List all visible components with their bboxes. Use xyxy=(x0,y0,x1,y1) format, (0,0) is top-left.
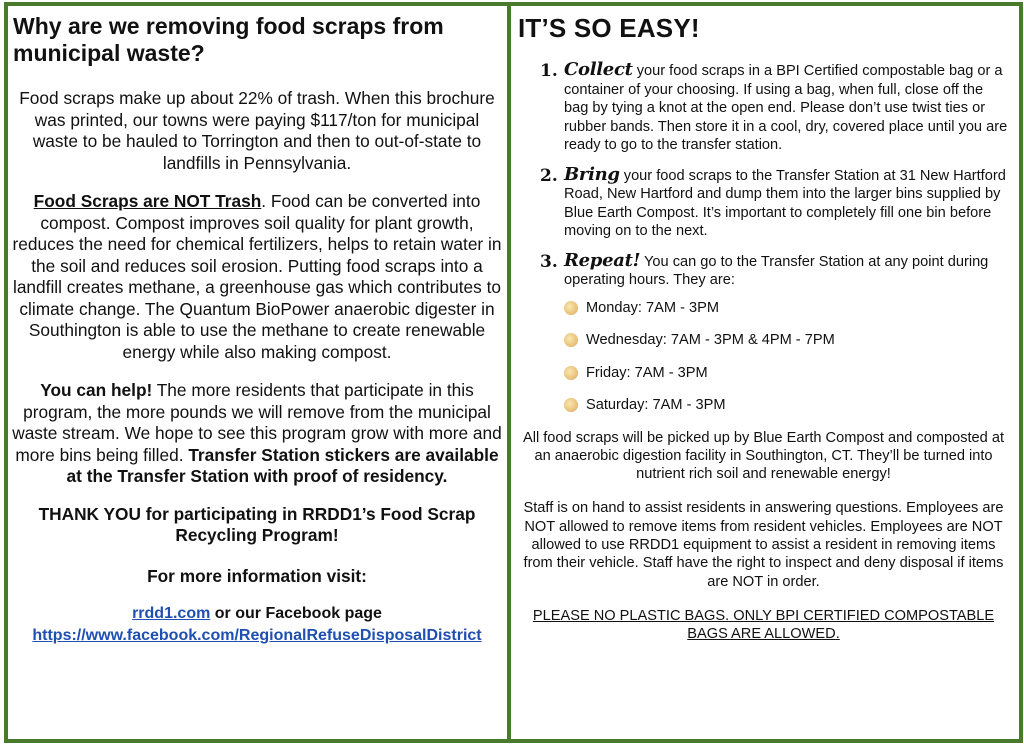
step-repeat xyxy=(540,249,1011,290)
food-scraps-percent-paragraph: Food scraps make up about 22% of trash. When this brochure was printed, our towns were paying $117/ton for municipal waste to be hauled to Torrington and then to out-of-state to landfills in Pennsylvania. xyxy=(19,88,495,173)
not-trash-body: . Food can be converted into compost. Compost improves soil quality for plant growth, reduces the need for chemical fertilizers, helps to retain water in the soil and reduces soil erosion. Putting food scraps into a landfill creates methane, a greenhouse gas which contributes to climate change. The Quantum BioPower anaerobic digester in Southington is able to use the methane to create renewable energy while also making compost. xyxy=(12,191,502,362)
you-can-help-paragraph xyxy=(10,380,504,488)
plastic-bags-notice xyxy=(516,607,1011,644)
staff-paragraph: Staff is on hand to assist residents in answering questions. Employees are NOT allowed to remove items from resident vehicles. Employees are NOT allowed to use RRDD1 equipment to assist a resident in removing items from their vehicle. Staff have the right to inspect and deny disposal if items are NOT in order. xyxy=(523,500,1004,590)
step-keyword: Collect xyxy=(564,59,633,80)
hours-text: Monday: 7AM - 3PM xyxy=(586,299,720,316)
sun-bullet-icon xyxy=(564,398,578,412)
rrdd1-site-link[interactable]: rrdd1.com xyxy=(132,605,211,622)
step-collect xyxy=(540,61,1011,155)
pickup-paragraph: All food scraps will be picked up by Blue Earth Compost and composted at an anaerobic digestion facility in Southington, CT. They’ll be turned into nutrient rich soil and renewable energy! xyxy=(522,429,1005,483)
no-plastic-text: PLEASE NO PLASTIC BAGS xyxy=(532,607,726,624)
notice-end: . xyxy=(835,626,840,643)
hours-item xyxy=(564,331,1011,349)
step-text: your food scraps to the Transfer Station at 31 New Hartford Road, New Hartford and dump them into the larger bins supplied by Blue Earth Compost. It’s important to completely fill one bin before moving on to the next. xyxy=(564,167,1006,239)
step-number: 2. xyxy=(540,165,558,186)
info-links xyxy=(10,603,504,647)
you-can-help-body: The more residents that participate in this program, the more pounds we will remove from the municipal waste stream. We hope to see this program grow with more and more bins being filled. xyxy=(12,380,502,465)
steps-list xyxy=(540,61,1011,290)
hours-item xyxy=(564,396,1011,414)
step-keyword: Bring xyxy=(564,163,620,185)
left-heading: Why are we removing food scraps from municipal waste? xyxy=(13,13,444,66)
sun-bullet-icon xyxy=(564,366,578,380)
hours-text: Wednesday: 7AM - 3PM & 4PM - 7PM xyxy=(586,332,835,348)
hours-text: Saturday: 7AM - 3PM xyxy=(586,397,726,413)
you-can-help-lead: You can help! xyxy=(40,380,153,400)
facebook-link[interactable]: https://www.facebook.com/RegionalRefuseDisposalDistrict xyxy=(32,627,482,644)
right-heading: IT’S SO EASY! xyxy=(518,13,700,43)
facebook-page-text: or our Facebook page xyxy=(210,605,382,622)
hours-text: Friday: 7AM - 3PM xyxy=(586,364,708,381)
stickers-note: Transfer Station stickers are available at the Transfer Station with proof of residency. xyxy=(66,444,499,486)
notice-separator: . xyxy=(725,607,734,624)
step-bring xyxy=(540,163,1011,241)
column-divider xyxy=(507,2,511,743)
bpi-only-text: ONLY BPI CERTIFIED COMPOSTABLE BAGS ARE ALLOWED xyxy=(687,607,995,643)
not-trash-lead: Food Scraps are NOT Trash xyxy=(33,191,262,211)
step-number: 1. xyxy=(540,61,558,81)
hours-item xyxy=(564,299,1011,317)
not-trash-paragraph xyxy=(10,191,504,363)
right-column xyxy=(516,10,1011,643)
step-text: You can go to the Transfer Station at any point during operating hours. They are: xyxy=(564,253,989,288)
sun-bullet-icon xyxy=(564,333,578,347)
step-number: 3. xyxy=(540,251,558,272)
left-column xyxy=(10,10,504,647)
step-keyword: Repeat! xyxy=(564,249,641,271)
more-info-heading: For more information visit: xyxy=(147,565,367,586)
hours-item xyxy=(564,364,1011,382)
operating-hours-list xyxy=(564,299,1011,415)
thank-you-text: THANK YOU for participating in RRDD1’s Food Scrap Recycling Program! xyxy=(38,503,476,545)
sun-bullet-icon xyxy=(564,301,578,315)
step-text: your food scraps in a BPI Certified compostable bag or a container of your choosing. If using a bag, when full, close off the bag by tying a knot at the open end. Please don’t use twist ties or rubber bands. Then store it in a cool, dry, covered place until you are ready to go to the transfer station. xyxy=(564,63,1008,153)
